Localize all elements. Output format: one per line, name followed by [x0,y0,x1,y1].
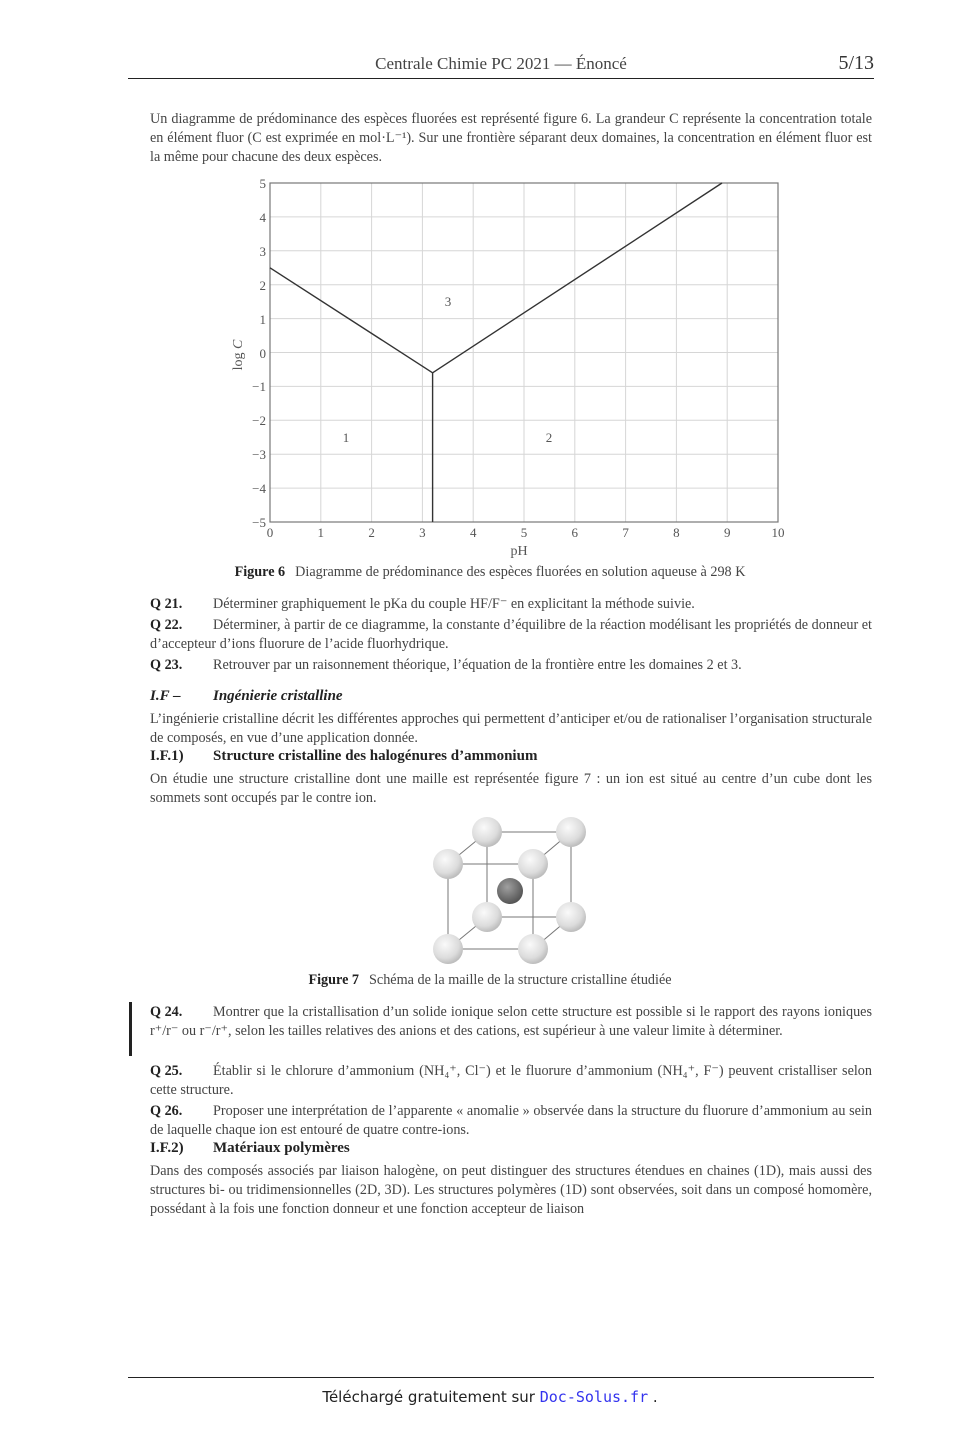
svg-text:9: 9 [723,525,731,540]
svg-text:3: 3 [419,525,426,540]
svg-text:1: 1 [259,312,266,327]
svg-text:3: 3 [259,244,266,259]
crystal-cell-figure [425,812,595,967]
x-tick-labels [267,525,785,540]
question-22: Q 22. Déterminer, à partir de ce diagramme, la constante d’équilibre de la réaction modélisant les propriétés de donneur et d’accepteur d’ions fluorure de l’acide fluorhydrique. [150,617,872,652]
svg-text:0: 0 [259,346,266,361]
section-IF1-heading: I.F.1) Structure cristalline des halogénures d’ammonium [150,748,538,764]
figure7-text: Schéma de la maille de la structure cristalline étudiée [369,972,672,988]
grid [270,183,778,522]
svg-text:5: 5 [520,525,528,540]
svg-text:2: 2 [259,278,266,293]
domain-label-1: 1 [342,430,350,445]
figure7-caption [0,972,980,989]
footer-suffix: . [648,1388,658,1406]
question-21: Q 21. Déterminer graphiquement le pKa du couple HF/F⁻ en explicitant la méthode suivie. [150,596,695,612]
section-IF1-text: On étudie une structure cristalline dont une maille est représentée figure 7 : un ion est situé au centre d’un cube dont les sommets sont occupés par le contre ion. [150,771,872,806]
section-IF2-text: Dans des composés associés par liaison halogène, on peut distinguer des structures étendues en chaines (1D), mais aussi des structures bi- ou tridimensionnelles (2D, 3D). Les structures polymères (1D) sont observées, soit dans un composé homomère, possédant à la fois une fonction donneur et une fonction accepteur de liaison [150,1163,872,1217]
footer-divider [128,1377,874,1378]
svg-text:4: 4 [469,525,477,540]
section-IF-heading: I.F – Ingénierie cristalline [150,688,343,704]
question-23: Q 23. Retrouver par un raisonnement théorique, l’équation de la frontière entre les domaines 2 et 3. [150,657,742,673]
y-axis-label: log C [231,339,246,371]
y-tick-labels [252,176,266,530]
intro-paragraph: Un diagramme de prédominance des espèces fluorées est représenté figure 6. La grandeur C représente la concentration totale en élément fluor (C est exprimée en mol·L⁻¹). Sur une frontière séparant deux domaines, la concentration en élément fluor est la même pour chacune des deux espèces. [150,111,872,165]
section-IF2-heading: I.F.2) Matériaux polymères [150,1140,350,1156]
svg-text:10: 10 [771,525,785,540]
figure6-text: Diagramme de prédominance des espèces fluorées en solution aqueuse à 298 K [295,564,746,580]
question-24: Q 24. Montrer que la cristallisation d’un solide ionique selon cette structure est possible si le rapport des rayons ioniques r⁺/r⁻ ou r⁻/r⁺, selon les tailles relatives des anions et des cations, est supérieur à une valeur limite à déterminer. [150,1004,872,1039]
figure6-caption [0,564,980,581]
svg-text:−1: −1 [252,379,266,394]
question-25: Q 25. Établir si le chlorure d’ammonium (NH₄⁺, Cl⁻) et le fluorure d’ammonium (NH₄⁺, F⁻) peuvent cristalliser selon cette structure. [150,1063,872,1098]
x-axis-label: pH [510,544,528,559]
question-26: Q 26. Proposer une interprétation de l’apparente « anomalie » observée dans la structure du fluorure d’ammonium au sein de laquelle chaque ion est entouré de quatre contre-ions. [150,1103,872,1138]
header-title: Centrale Chimie PC 2021 — Énoncé [375,54,627,73]
domain-label-2: 2 [545,430,553,445]
figure6-label: Figure 6 [234,564,286,580]
svg-text:8: 8 [673,525,680,540]
svg-text:−4: −4 [252,481,266,496]
page-header [128,52,874,79]
svg-text:7: 7 [622,525,629,540]
svg-text:6: 6 [571,525,579,540]
figure7-label: Figure 7 [308,972,360,988]
doc-solus-link[interactable]: Doc-Solus.fr [539,1388,649,1406]
svg-text:−5: −5 [252,515,266,530]
svg-text:0: 0 [266,525,274,540]
footer-prefix: Téléchargé gratuitement sur [322,1388,540,1406]
svg-text:−2: −2 [252,413,266,428]
central-ion [497,878,523,904]
boundary-2-3 [433,183,722,373]
svg-text:2: 2 [368,525,375,540]
svg-text:1: 1 [317,525,325,540]
footer [0,1388,980,1406]
svg-text:−3: −3 [252,447,266,462]
svg-text:4: 4 [259,210,266,225]
section-IF-text: L’ingénierie cristalline décrit les différentes approches qui permettent d’anticiper et/ou de rationaliser l’organisation structurale de composés, en vue d’une application donnée. [150,711,872,746]
boundary-1-3 [270,268,433,373]
predominance-chart [220,170,820,570]
domain-label-3: 3 [444,294,452,309]
svg-text:5: 5 [259,176,266,191]
change-bar [129,1002,132,1056]
page-number: 5/13 [838,52,874,74]
